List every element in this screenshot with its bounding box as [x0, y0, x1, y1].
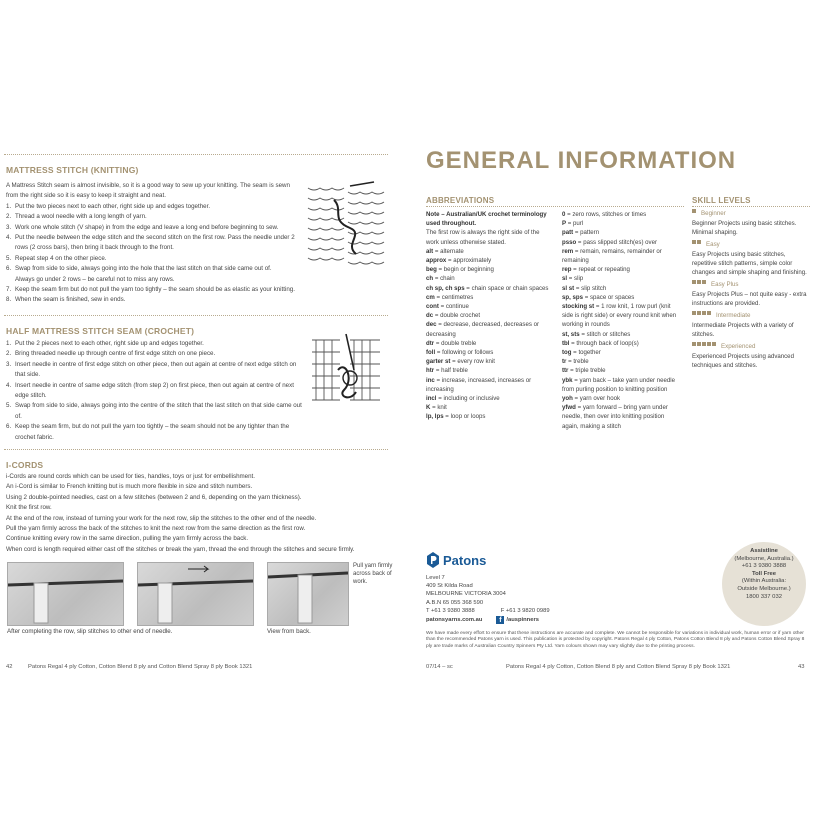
abbreviation-key: 0: [562, 211, 566, 218]
divider: [426, 206, 684, 207]
list-item: 3. Insert needle in centre of first edge stitch on other piece, then out again at centre of next edge stitch on that side.: [6, 360, 297, 379]
abbreviation-item: incl = including or inclusive: [426, 395, 500, 403]
abbreviation-item: stocking st = 1 row knit, 1 row purl (knit side is right side) or every round knit when working in rounds: [562, 303, 677, 329]
abbreviation-item: st, sts = stitch or stitches: [562, 330, 631, 338]
abbreviation-item: rep = repeat or repeating: [562, 266, 630, 274]
mattress-intro: A Mattress Stitch seam is almost invisible, so it is a good way to sew up your knitting. The seam is sewn from the right side so it is easy to keep it straight and neat.: [6, 182, 290, 200]
page-number-left: 42: [6, 664, 13, 670]
abbreviation-key: approx: [426, 257, 447, 265]
abbreviation-key: stocking st: [562, 303, 595, 311]
icords-line: When cord is length required either cast off the stitches or break the yarn, thread the end through the stitches and secure firmly.: [6, 545, 355, 553]
left-page: [0, 0, 400, 816]
abbreviation-item: rem = remain, remains, remainder or remaining: [562, 247, 662, 265]
skill-level-label: Beginner: [692, 209, 810, 219]
skill-level-description: Intermediate Projects with a variety of stitches.: [692, 321, 794, 338]
icords-title: I-CORDS: [6, 460, 44, 470]
abbreviation-value: 1 row knit, 1 row purl (knit side is right side) or every round knit when working in rounds: [562, 303, 677, 329]
tollfree-line: 1800 337 032: [745, 593, 783, 600]
photo-caption-2: View from back.: [267, 628, 311, 635]
photo-caption-1: After completing the row, slip stitches to other end of needle.: [7, 628, 173, 635]
abbreviation-value: pass slipped stitch(es) over: [583, 238, 658, 246]
abbreviation-value: stitch or stitches: [586, 330, 631, 338]
abbreviation-key: lp, lps: [426, 413, 444, 421]
facebook-icon: f: [496, 616, 504, 624]
abbreviation-item: garter st = every row knit: [426, 358, 495, 366]
abbreviation-value: double crochet: [440, 312, 481, 320]
abbreviation-item: approx = approximately: [426, 257, 492, 265]
abbreviation-item: psso = pass slipped stitch(es) over: [562, 238, 658, 246]
divider: [4, 449, 388, 450]
patons-logo-icon: [426, 552, 440, 568]
mattress-note: Always go under 2 rows – be careful not to miss any rows.: [15, 275, 175, 283]
abbreviation-value: yarn over hook: [579, 395, 621, 403]
abbreviation-value: knit: [437, 404, 447, 412]
tollfree-line: Outside Melbourne.): [737, 585, 791, 592]
list-item: 6. Keep the seam firm, but do not pull the yarn too tightly – the seam should not be any tighter than the crochet fabric.: [6, 423, 290, 441]
address-line: A.B.N 65 055 368 590: [426, 599, 484, 606]
abbreviation-key: K: [426, 404, 431, 412]
abbreviation-key: beg: [426, 266, 437, 274]
skill-squares-icon: [692, 280, 707, 290]
icords-body: [6, 472, 386, 555]
abbreviation-key: dec: [426, 321, 437, 329]
abbreviation-item: 0 = zero rows, stitches or times: [562, 211, 647, 218]
abbreviation-value: including or inclusive: [443, 395, 500, 403]
abbreviation-item: foll = following or follows: [426, 349, 494, 357]
tollfree-title: Toll Free: [751, 570, 777, 577]
abbreviation-key: htr: [426, 367, 435, 375]
abbreviation-item: htr = half treble: [426, 367, 468, 375]
skill-level-label: Intermediate: [692, 311, 810, 321]
abbreviation-item: cont = continue: [426, 303, 469, 311]
footer-text-right: Patons Regal 4 ply Cotton, Cotton Blend 8 ply and Cotton Blend Spray 8 ply Book 1321: [506, 664, 731, 670]
abbreviation-item: K = knit: [426, 404, 447, 412]
abbreviation-item: ybk = yarn back – take yarn under needle from purling position to knitting position: [562, 376, 675, 393]
abbreviation-key: ch sp, ch sps: [426, 284, 465, 292]
disclaimer: We have made every effort to ensure that these instructions are accurate and complete. We cannot be responsible for variations in individual work, human error or if yarn other than the recommended Patons yarn is used. This publication is protected by copyright. Patons Regal 4 ply Cotton, Patons Cotton Blend 8 ply and Patons Cotton Blend Spray 8 ply are trade marks of Australian Country Spinners Pty Ltd. Yarn colours shown may vary slightly due to the printing process.: [426, 631, 805, 649]
abbreviation-value: following or follows: [442, 349, 494, 357]
abbreviation-key: patt: [562, 229, 574, 237]
abbreviation-key: inc: [426, 376, 435, 384]
list-item: 6. Swap from side to side, always going into the hole that the last stitch on that side came out of. Always go under 2 rows – be careful not to miss any rows.: [6, 265, 272, 283]
abbreviation-key: dtr: [426, 339, 435, 347]
abbreviation-key: rem: [562, 247, 574, 255]
abbreviation-value: decrease, decreased, decreases or decreasing: [426, 321, 539, 338]
skill-level-label: Easy: [692, 240, 810, 250]
abbreviation-value: pattern: [580, 229, 600, 237]
skill-squares-icon: [692, 240, 702, 250]
list-item: 5. Repeat step 4 on the other piece.: [6, 254, 107, 262]
abbreviation-key: ybk: [562, 376, 573, 384]
skill-level-description: Easy Projects Plus – not quite easy - extra instructions are provided.: [692, 290, 807, 307]
divider: [692, 206, 810, 207]
abbreviation-value: treble: [573, 358, 589, 366]
list-item: 1. Put the 2 pieces next to each other, right side up and edges together.: [6, 340, 204, 347]
divider: [4, 315, 388, 316]
abbreviation-item: ch sp, ch sps = chain space or chain spaces: [426, 284, 549, 292]
abbreviation-value: continue: [445, 303, 469, 311]
mattress-body: [6, 181, 302, 306]
divider: [4, 154, 388, 155]
skill-levels-title: SKILL LEVELS: [692, 196, 751, 205]
skill-level-label: Experienced: [692, 342, 810, 352]
tollfree-line: (Within Australia:: [741, 578, 787, 585]
abbreviation-item: yfwd = yarn forward – bring yarn under needle, then over into knitting position again, making a stitch: [562, 404, 668, 430]
abbreviation-value: alternate: [440, 247, 464, 255]
skill-level-description: Beginner Projects using basic stitches. Minimal shaping.: [692, 219, 797, 236]
abbreviation-item: sl st = slip stitch: [562, 284, 607, 292]
page-number-right: 43: [798, 664, 805, 670]
list-item: 7. Keep the seam firm but do not pull the yarn too tightly – the seam should be as elastic as your knitting.: [6, 286, 295, 294]
assistline-title: Assistline: [750, 548, 778, 554]
abbreviation-key: ttr: [562, 367, 569, 375]
abbreviation-value: zero rows, stitches or times: [572, 211, 647, 218]
abbreviation-value: begin or beginning: [443, 266, 494, 274]
list-item: 4. Put the needle between the edge stitch and the second stitch on the first row. Pass the needle under 2 rows (2 cross bars), then bring it back through to the front.: [6, 234, 295, 252]
abbreviation-value: slip: [574, 275, 584, 283]
abbreviation-value: through back of loop(s): [576, 339, 639, 347]
abbreviation-key: tog: [562, 349, 572, 357]
abbreviation-value: triple treble: [575, 367, 606, 375]
list-item: 1. Put the two pieces next to each other, right side up and edges together.: [6, 202, 211, 210]
abbreviation-key: alt: [426, 247, 434, 255]
abbreviation-key: tbl: [562, 339, 570, 347]
icord-photo-2: [137, 562, 254, 626]
fax: F +61 3 9820 0989: [500, 607, 550, 614]
abbreviation-value: purl: [573, 220, 584, 228]
abbreviation-value: centimetres: [441, 293, 474, 301]
note-bold: Note – Australian/UK crochet terminology used throughout.: [426, 211, 547, 228]
abbreviation-item: ch = chain: [426, 275, 455, 283]
abbreviation-key: rep: [562, 266, 572, 274]
abbreviation-item: inc = increase, increased, increases or increasing: [426, 376, 532, 393]
list-item: 2. Bring threaded needle up through centre of first edge stitch on one piece.: [6, 350, 216, 358]
abbreviation-key: cont: [426, 303, 439, 311]
skill-squares-icon: [692, 342, 717, 352]
abbreviation-item: sl = slip: [562, 275, 584, 283]
abbreviation-item: lp, lps = loop or loops: [426, 413, 486, 421]
brand-name: Patons: [443, 552, 487, 568]
list-item: 5. Swap from side to side, always going into the centre of the stitch that the last stitch on that side came out of.: [6, 402, 302, 420]
skill-level-description: Easy Projects using basic stitches, repetitive stitch patterns, simple color changes and simple shaping and finishing.: [692, 250, 807, 276]
icords-line: Continue knitting every row in the same direction, pulling the yarn firmly across the back.: [6, 535, 249, 543]
list-item: 2. Thread a wool needle with a long length of yarn.: [6, 213, 147, 221]
right-page: [410, 0, 816, 816]
abbreviation-value: double treble: [441, 339, 477, 347]
list-item: 4. Insert needle in centre of same edge stitch (from step 2) on first piece, then out again at centre of next edge stitch.: [6, 381, 294, 400]
skill-squares-icon: [692, 311, 712, 321]
abbreviation-value: yarn back – take yarn under needle from purling position to knitting position: [562, 376, 675, 393]
website-link[interactable]: patonsyarns.com.au: [426, 617, 483, 624]
half-mattress-steps: [6, 339, 302, 443]
icords-line: Pull the yarn firmly across the back of the stitches to knit the next row from the same direction as the first row.: [6, 525, 306, 533]
mattress-steps: [6, 202, 302, 306]
abbreviation-item: cm = centimetres: [426, 293, 474, 301]
icords-line: An i-Cord is similar to French knitting but is much more flexible in size and stitch numbers.: [6, 483, 253, 491]
abbreviation-value: yarn forward – bring yarn under needle, then over into knitting position again, making a stitch: [562, 404, 668, 430]
list-item: 3. Work one whole stitch (V shape) in from the edge and leave a long end before beginning to sew.: [6, 223, 279, 231]
abbreviation-item: patt = pattern: [562, 229, 600, 237]
assistline-line: (Melbourne, Australia.): [734, 555, 794, 562]
abbreviation-item: beg = begin or beginning: [426, 266, 494, 274]
abbreviation-key: foll: [426, 349, 436, 357]
abbreviation-value: loop or loops: [450, 413, 486, 421]
abbreviation-value: remain, remains, remainder or remaining: [562, 247, 662, 265]
abbreviation-item: dtr = double treble: [426, 339, 477, 347]
abbreviation-key: dc: [426, 312, 434, 320]
abbreviation-value: every row knit: [457, 358, 495, 366]
abbreviations-col-2: [562, 210, 682, 431]
abbreviation-key: psso: [562, 238, 577, 246]
icords-line: Knit the first row.: [6, 504, 52, 512]
abbreviation-key: incl: [426, 395, 437, 403]
abbreviation-item: tog = together: [562, 349, 601, 357]
abbreviation-value: half treble: [441, 367, 468, 375]
crochet-seam-illustration: [310, 330, 384, 412]
abbreviation-item: P = purl: [562, 220, 584, 228]
abbreviation-item: yoh = yarn over hook: [562, 395, 621, 403]
facebook-link[interactable]: /auspinners: [506, 617, 539, 624]
footer-text-left: Patons Regal 4 ply Cotton, Cotton Blend 8 ply and Cotton Blend Spray 8 ply Book 1321: [28, 664, 253, 670]
abbreviation-item: tbl = through back of loop(s): [562, 339, 639, 347]
abbreviation-key: yfwd: [562, 404, 576, 412]
address-line: Level 7: [426, 575, 445, 581]
abbreviation-key: tr: [562, 358, 567, 366]
skill-level-description: Experienced Projects using advanced techniques and stitches.: [692, 352, 794, 369]
abbreviation-value: space or spaces: [589, 293, 635, 301]
abbreviation-value: chain space or chain spaces: [471, 284, 549, 292]
address-line: MELBOURNE VICTORIA 3004: [426, 591, 506, 598]
icords-line: At the end of the row, instead of turning your work for the next row, slip the stitches to the other end of the needle.: [6, 514, 317, 522]
abbreviation-key: sl: [562, 275, 568, 283]
abbreviation-key: ch: [426, 275, 434, 283]
side-caption: Pull yarn firmly across back of work.: [353, 563, 393, 585]
icord-photo-3: [267, 562, 349, 626]
footer-code: 07/14 – sc: [426, 664, 453, 670]
list-item: 8. When the seam is finished, sew in ends.: [6, 296, 126, 304]
abbreviation-item: dec = decrease, decreased, decreases or decreasing: [426, 321, 539, 338]
page-title: GENERAL INFORMATION: [426, 147, 737, 174]
abbreviation-key: sl st: [562, 284, 575, 292]
half-mattress-title: HALF MATTRESS STITCH SEAM (CROCHET): [6, 326, 195, 336]
icords-line: Using 2 double-pointed needles, cast on a few stitches (between 2 and 6, depending on the yarn thickness).: [6, 493, 302, 501]
abbreviation-key: sp, sps: [562, 293, 583, 301]
abbreviation-item: sp, sps = space or spaces: [562, 293, 635, 301]
patons-logo: [426, 552, 486, 568]
abbreviation-value: increase, increased, increases or increasing: [426, 376, 532, 393]
skill-squares-icon: [692, 209, 697, 219]
phone: T +61 3 9380 3888: [426, 607, 475, 614]
address-block: [426, 574, 550, 624]
abbreviation-item: alt = alternate: [426, 247, 464, 255]
abbreviation-key: P: [562, 220, 567, 228]
abbreviation-item: tr = treble: [562, 358, 589, 366]
skill-levels: [692, 209, 810, 370]
abbreviations-col-1: [426, 210, 554, 422]
abbreviation-value: together: [578, 349, 601, 357]
abbreviation-item: dc = double crochet: [426, 312, 481, 320]
abbreviation-key: yoh: [562, 395, 573, 403]
note-text: The first row is always the right side of the work unless otherwise stated.: [426, 229, 540, 246]
abbreviation-item: ttr = triple treble: [562, 367, 606, 375]
abbreviation-value: approximately: [453, 257, 492, 265]
abbreviation-key: st, sts: [562, 330, 580, 338]
abbreviation-key: cm: [426, 293, 435, 301]
assistline-badge: [722, 542, 806, 626]
abbreviations-title: ABBREVIATIONS: [426, 196, 495, 205]
skill-level-label: Easy Plus: [692, 280, 810, 290]
mattress-title: MATTRESS STITCH (KNITTING): [6, 165, 139, 175]
icords-line: i-Cords are round cords which can be used for ties, handles, toys or just for embellishment.: [6, 473, 255, 480]
address-line: 409 St Kilda Road: [426, 583, 473, 590]
assistline-line: +61 3 9380 3888: [741, 563, 787, 570]
abbreviation-value: repeat or repeating: [578, 266, 630, 274]
abbreviation-value: slip stitch: [581, 284, 607, 292]
mattress-stitch-illustration: [304, 180, 386, 272]
icord-photo-1: [7, 562, 124, 626]
abbreviation-value: chain: [440, 275, 455, 283]
abbreviation-key: garter st: [426, 358, 451, 366]
